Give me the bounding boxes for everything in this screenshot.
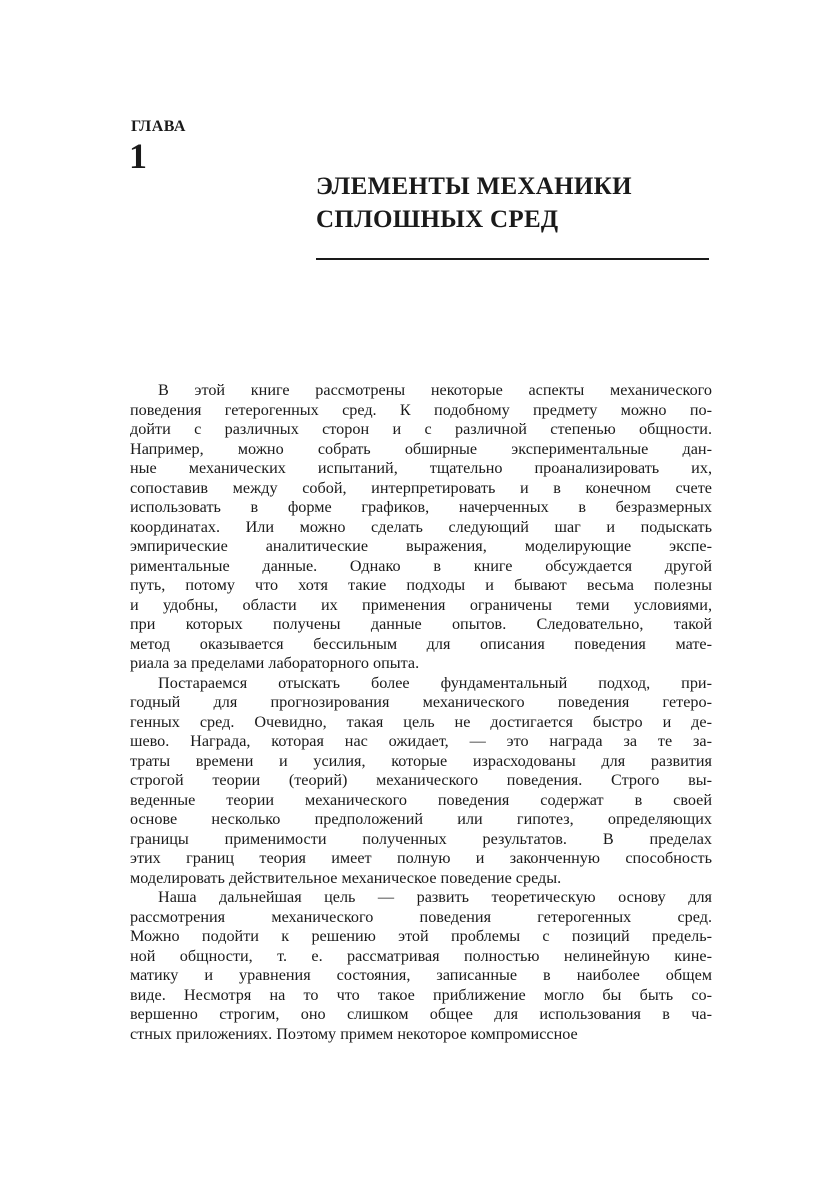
text-line: виде. Несмотря на то что такое приближение могло бы быть со-: [130, 985, 712, 1004]
text-line: матику и уравнения состояния, записанные в наиболее общем: [130, 966, 712, 984]
text-line: сопоставив между собой, интерпретировать и в конечном счете: [130, 478, 712, 497]
text-line: годный для прогнозирования механического поведения гетеро-: [130, 693, 712, 711]
text-line: дойти с различных сторон и с различной степенью общности.: [130, 420, 712, 438]
text-line: риментальные данные. Однако в книге обсуждается другой: [130, 556, 712, 575]
text-line: Например, можно собрать обширные экспериментальные дан-: [130, 439, 712, 458]
chapter-label: ГЛАВА: [131, 118, 186, 135]
chapter-number: 1: [129, 136, 147, 176]
text-line: строгой теории (теорий) механического поведения. Строго вы-: [130, 771, 712, 789]
text-line: эмпирические аналитические выражения, моделирующие экспе-: [130, 537, 712, 555]
text-line: генных сред. Очевидно, такая цель не достигается быстро и де-: [130, 712, 712, 731]
chapter-title: [316, 170, 716, 236]
text-line: вершенно строгим, оно слишком общее для использования в ча-: [130, 1005, 712, 1023]
text-line: ной общности, т. е. рассматривая полностью нелинейную кине-: [130, 946, 712, 965]
text-line: поведения гетерогенных сред. К подобному предмету можно по-: [130, 400, 712, 419]
text-line: и удобны, области их применения ограничены теми условиями,: [130, 595, 712, 614]
title-rule: [316, 258, 709, 260]
text-line: шево. Награда, которая нас ожидает, — это награда за те за-: [130, 732, 712, 750]
paragraph: [130, 381, 712, 674]
text-line: при которых получены данные опытов. Следовательно, такой: [130, 615, 712, 633]
text-line: ные механических испытаний, тщательно проанализировать их,: [130, 459, 712, 477]
text-line: границы применимости полученных результатов. В пределах: [130, 829, 712, 848]
body-text: [130, 381, 712, 1044]
chapter-title-line: СПЛОШНЫХ СРЕД: [316, 206, 559, 233]
text-line: координатах. Или можно сделать следующий шаг и подыскать: [130, 517, 712, 536]
text-line: Постараемся отыскать более фундаментальный подход, при-: [158, 673, 712, 692]
text-line: стных приложениях. Поэтому примем некоторое компромиссное: [130, 1024, 578, 1043]
text-line: метод оказывается бессильным для описания поведения мате-: [130, 634, 712, 653]
text-line: рассмотрения механического поведения гетерогенных сред.: [130, 907, 712, 926]
text-line: использовать в форме графиков, начерченных в безразмерных: [130, 498, 712, 516]
text-line: Можно подойти к решению этой проблемы с позиций предель-: [130, 927, 712, 945]
text-line: веденные теории механического поведения содержат в своей: [130, 790, 712, 809]
text-line: риала за пределами лабораторного опыта.: [130, 654, 420, 672]
text-line: этих границ теория имеет полную и законченную способность: [130, 849, 712, 867]
text-line: траты времени и усилия, которые израсходованы для развития: [130, 751, 712, 770]
text-line: путь, потому что хотя такие подходы и бывают весьма полезны: [130, 576, 712, 594]
paragraph: [130, 888, 712, 1044]
text-line: В этой книге рассмотрены некоторые аспекты механического: [158, 381, 712, 399]
text-line: основе несколько предположений или гипотез, определяющих: [130, 810, 712, 828]
chapter-title-line: ЭЛЕМЕНТЫ МЕХАНИКИ: [316, 173, 632, 200]
text-line: моделировать действительное механическое поведение среды.: [130, 868, 562, 887]
text-line: Наша дальнейшая цель — развить теоретическую основу для: [158, 888, 712, 906]
paragraph: [130, 674, 712, 889]
